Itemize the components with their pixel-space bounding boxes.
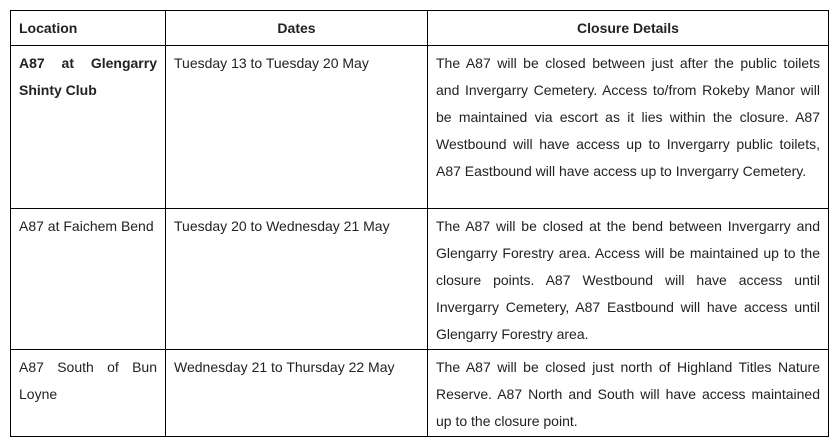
table-row <box>11 209 829 350</box>
dates-cell: Tuesday 13 to Tuesday 20 May <box>166 46 428 209</box>
header-closure-details: Closure Details <box>428 11 829 46</box>
header-location: Location <box>11 11 166 46</box>
closure-details-cell: The A87 will be closed just north of Highland Titles Nature Reserve. A87 North and South will have access maintained up to the closure point. <box>428 350 829 437</box>
closure-details-cell: The A87 will be closed at the bend between Invergarry and Glengarry Forestry area. Access will be maintained up to the closure points. A87 Westbound will have access until Invergarry Cemetery, A87 Eastbound will have access until Glengarry Forestry area. <box>428 209 829 350</box>
dates-cell: Tuesday 20 to Wednesday 21 May <box>166 209 428 350</box>
table-header-row <box>11 11 829 46</box>
table-row <box>11 350 829 437</box>
closure-details-cell: The A87 will be closed between just after the public toilets and Invergarry Cemetery. Access to/from Rokeby Manor will be maintained via escort as it lies within the closure. A87 Westbound will have access up to Invergarry public toilets, A87 Eastbound will have access up to Invergarry Cemetery. <box>428 46 829 209</box>
location-cell: A87 South of Bun Loyne <box>11 350 166 437</box>
location-cell: A87 at Faichem Bend <box>11 209 166 350</box>
header-dates: Dates <box>166 11 428 46</box>
table-row <box>11 46 829 209</box>
dates-cell: Wednesday 21 to Thursday 22 May <box>166 350 428 437</box>
road-closures-table <box>10 10 829 437</box>
road-closures-table-container <box>10 10 829 437</box>
location-cell: A87 at Glengarry Shinty Club <box>11 46 166 209</box>
